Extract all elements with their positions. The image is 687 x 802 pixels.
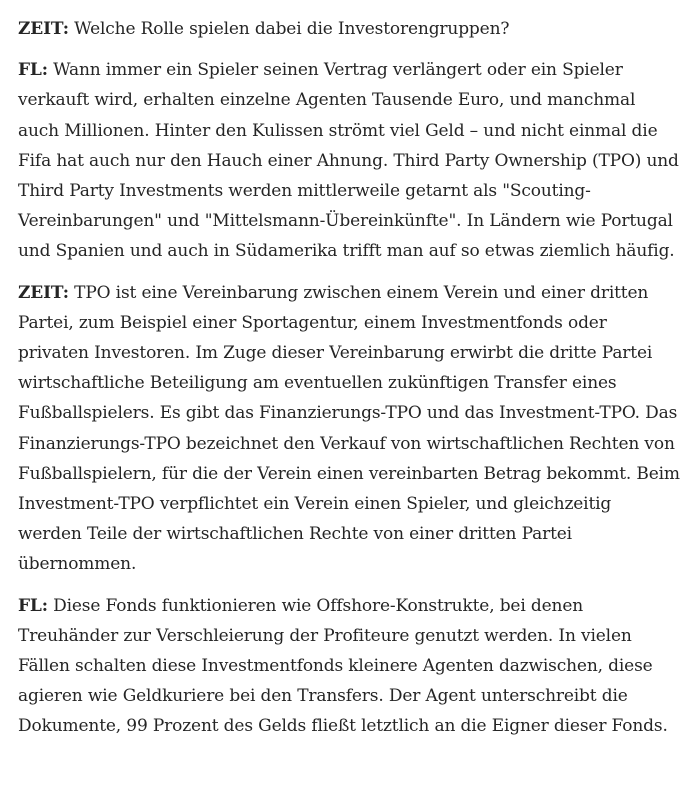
interview-paragraph-4: [18, 591, 680, 742]
speaker-label: ZEIT:: [18, 19, 69, 39]
interview-article: [18, 14, 680, 753]
paragraph-text: Diese Fonds funktionieren wie Offshore-Konstrukte, bei denen Treuhänder zur Verschleierung der Profiteure genutzt werden. In vielen Fällen schalten diese Investmentfonds kleinere Agenten dazwischen, diese agieren wie Geldkuriere bei den Transfers. Der Agent unterschreibt die Dokumente, 99 Prozent des Gelds fließt letztlich an die Eigner dieser Fonds.: [18, 595, 668, 737]
interview-paragraph-3: [18, 278, 680, 580]
paragraph-text: TPO ist eine Vereinbarung zwischen einem Verein und einer dritten Partei, zum Beispiel einer Sportagentur, einem Investmentfonds oder privaten Investoren. Im Zuge dieser Vereinbarung erwirbt die dritte Partei wirtschaftliche Beteiligung am eventuellen zukünftigen Transfer eines Fußballspielers. Es gibt das Finanzierungs-TPO und das Investment-TPO. Das Finanzierungs-TPO bezeichnet den Verkauf von wirtschaftlichen Rechten von Fußballspielern, für die der Verein einen vereinbarten Betrag bekommt. Beim Investment-TPO verpflichtet ein Verein einen Spieler, und gleichzeitig werden Teile der wirtschaftlichen Rechte von einer dritten Partei übernommen.: [18, 282, 680, 575]
paragraph-text: Wann immer ein Spieler seinen Vertrag verlängert oder ein Spieler verkauft wird, erhalten einzelne Agenten Tausende Euro, und manchmal auch Millionen. Hinter den Kulissen strömt viel Geld – und nicht einmal die Fifa hat auch nur den Hauch einer Ahnung. Third Party Ownership (TPO) und Third Party Investments werden mittlerweile getarnt als "Scouting-Vereinbarungen" und "Mittelsmann-Übereinkünfte". In Ländern wie Portugal und Spanien und auch in Südamerika trifft man auf so etwas ziemlich häufig.: [18, 60, 679, 262]
speaker-label: FL:: [18, 595, 48, 616]
paragraph-text: Welche Rolle spielen dabei die Investorengruppen?: [74, 19, 510, 39]
interview-paragraph-1: [18, 14, 680, 44]
speaker-label: ZEIT:: [18, 282, 69, 303]
speaker-label: FL:: [18, 60, 48, 81]
interview-paragraph-2: [18, 55, 680, 266]
